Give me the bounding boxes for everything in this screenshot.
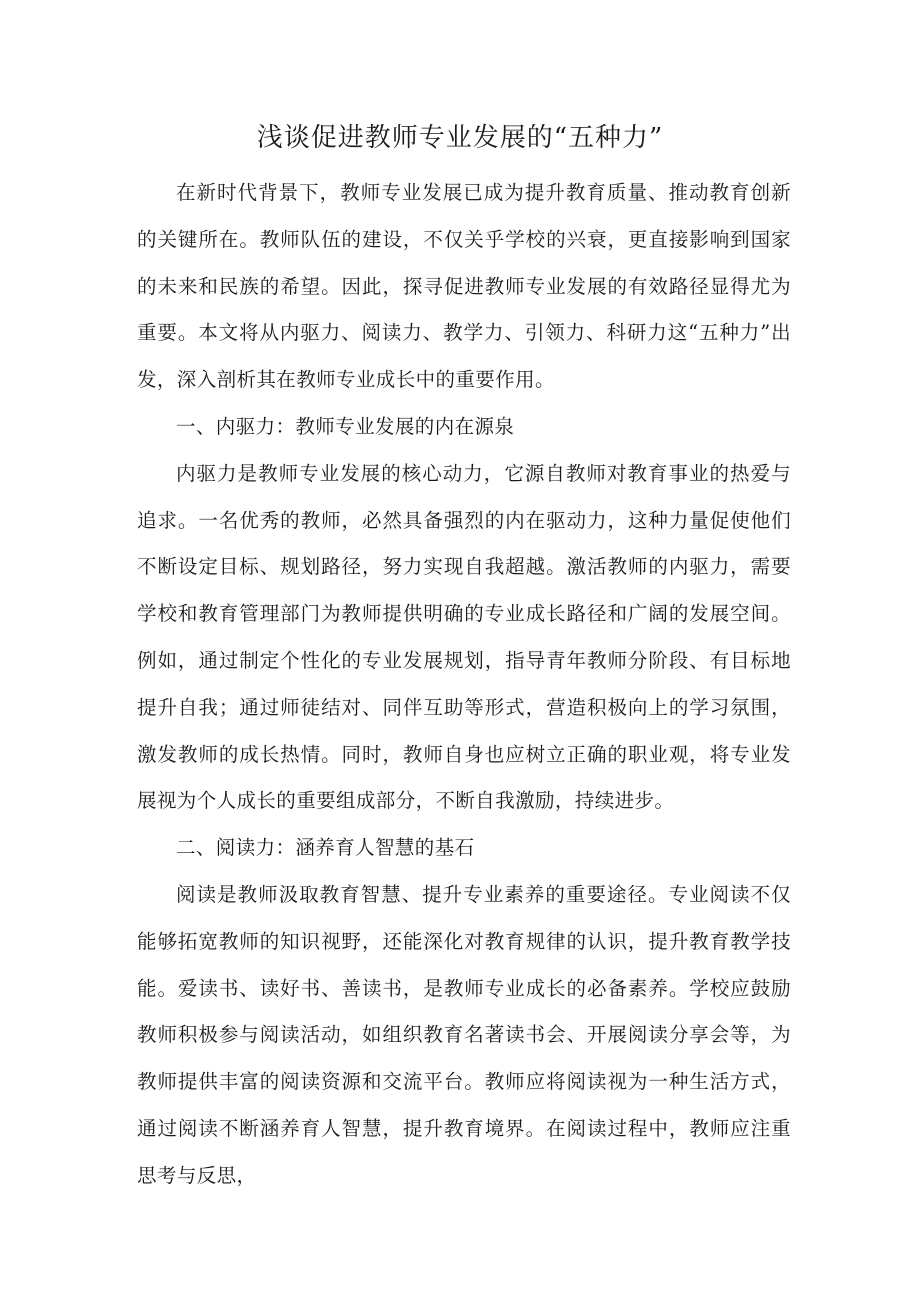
document-body: [137, 170, 791, 1200]
section-heading-1: 一、内驱力：教师专业发展的内在源泉: [176, 414, 515, 438]
section-paragraph-2: 阅读是教师汲取教育智慧、提升专业素养的重要途径。专业阅读不仅能够拓宽教师的知识视野，还能深化对教育规律的认识，提升教育教学技能。爱读书、读好书、善读书，是教师专业成长的必备素养。学校应鼓励教师积极参与阅读活动，如组织教育名著读书会、开展阅读分享会等，为教师提供丰富的阅读资源和交流平台。教师应将阅读视为一种生活方式，通过阅读不断涵养育人智慧，提升教育境界。在阅读过程中，教师应注重思考与反思，: [137, 882, 791, 1187]
intro-paragraph: 在新时代背景下，教师专业发展已成为提升教育质量、推动教育创新的关键所在。教师队伍的建设，不仅关乎学校的兴衰，更直接影响到国家的未来和民族的希望。因此，探寻促进教师专业发展的有效路径显得尤为重要。本文将从内驱力、阅读力、教学力、引领力、科研力这“五种力”出发，深入剖析其在教师专业成长中的重要作用。: [137, 181, 791, 392]
document-title: 浅谈促进教师专业发展的“五种力”: [256, 123, 664, 153]
section-heading-2: 二、阅读力：涵养育人智慧的基石: [176, 836, 475, 860]
section-paragraph-1: 内驱力是教师专业发展的核心动力，它源自教师对教育事业的热爱与追求。一名优秀的教师，必然具备强烈的内在驱动力，这种力量促使他们不断设定目标、规划路径，努力实现自我超越。激活教师的内驱力，需要学校和教育管理部门为教师提供明确的专业成长路径和广阔的发展空间。例如，通过制定个性化的专业发展规划，指导青年教师分阶段、有目标地提升自我；通过师徒结对、同伴互助等形式，营造积极向上的学习氛围，激发教师的成长热情。同时，教师自身也应树立正确的职业观，将专业发展视为个人成长的重要组成部分，不断自我激励，持续进步。: [137, 461, 791, 813]
